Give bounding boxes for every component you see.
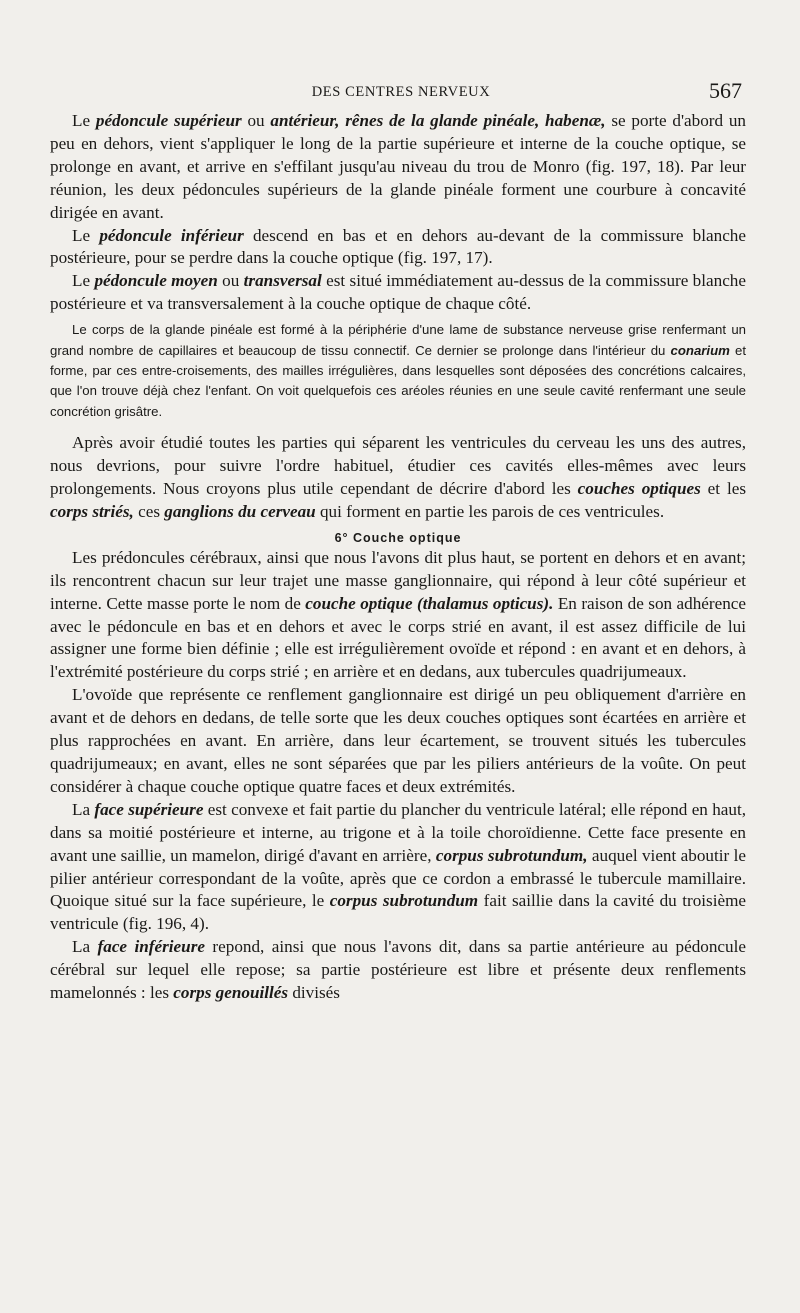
section-heading [50,531,746,545]
text-run: descend en bas et en dehors au-devant de la commissure blanche postérieure, pour se perdre dans la couche optique (fig. 197, 17). [50,225,746,268]
text-run: divisés [288,983,340,1003]
text-run: Le corps de la glande pinéale est formé à la périphérie d'une lame de substance nerveuse grise renfermant un grand nombre de capillaires et beaucoup de tissu connectif. Ce dernier se prolonge dans l'intérieur du [50,322,746,358]
body-paragraph [50,936,746,1005]
body-paragraph [50,432,746,524]
text-run: Le [72,111,96,130]
note-paragraph [50,320,746,422]
page-number: 567 [709,78,742,103]
body-paragraph [50,799,746,936]
body-paragraph [50,225,746,271]
text-run: En raison de son adhérence avec le pédoncule en bas et en dehors et avec le corps strié en avant, il est assez difficile de lui assigner une forme bien définie ; elle est irrégulièrement ovoïde et répond : en avant et en dehors, à l'extrémité postérieure du corps strié ; en arrière et en dedans, aux tubercules quadrijumeaux. [50,593,746,682]
italic-term: ganglions du cerveau [164,501,316,521]
italic-term: corpus subrotundum, [435,845,588,865]
text-run: fait saillie dans la cavité du troisième ventricule (fig. 196, 4). [50,891,747,934]
text-run: Le [72,225,100,245]
text-run: Après avoir étudié toutes les parties qui séparent les ventricules du cerveau les uns des autres, nous devrions, pour suivre l'ordre habituel, étudier ces cavités elles-mêmes avec leurs prolongements. Nous croyons plus utile cependant de décrire d'abord les [50,433,746,498]
text-run: ces [133,501,165,521]
italic-term: face inférieure [97,937,205,957]
italic-term: corps genouillés [173,983,289,1003]
italic-term: couche optique (thalamus opticus). [305,593,554,613]
text-run: est convexe et fait partie du plancher du ventricule latéral; elle répond en haut, dans sa moitié postérieure et interne, au trigone et à la toile choroïdienne. Cette face presente en avant une saillie, un mamelon, dirigé d'avant en arrière, [50,799,746,865]
body-paragraph [50,684,746,799]
italic-term: corps striés, [50,501,134,521]
italic-term: couches optiques [577,479,701,498]
text-run: est situé immédiatement au-dessus de la commissure blanche postérieure et va transversalement à la couche optique de chaque côté. [50,271,746,314]
text-run: qui forment en partie les parois de ces ventricules. [315,501,665,521]
page-body [50,110,746,1005]
text-run: ou [241,111,271,130]
italic-term: pédoncule supérieur [95,111,242,130]
text-run: 6° Couche optique [334,530,462,545]
text-run: La [72,799,95,819]
text-run: La [72,937,98,957]
italic-term: antérieur, rênes de la glande pinéale, habenæ, [270,111,606,130]
italic-term: conarium [670,342,730,358]
italic-term: face supérieure [94,799,204,819]
body-paragraph [50,110,746,225]
text-run: se porte d'abord un peu en dehors, vient s'appliquer le long de la partie supérieure et interne de la couche optique, se prolonge en avant, et arrive en s'effilant jusqu'au niveau du trou de Monro (fig. 197, 18). Par leur réunion, les deux pédoncules supérieurs de la glande pinéale forment une courbure à concavité dirigée en avant. [50,111,746,222]
text-run: et les [700,479,746,498]
text-run: L'ovoïde que représente ce renflement ganglionnaire est dirigé un peu obliquement d'arrière en avant et de dehors en dedans, de telle sorte que les deux couches optiques sont écartées en arrière et plus rapprochées en avant. En arrière, dans leur écartement, se trouvent situés les tubercules quadrijumeaux; en avant, elles ne sont séparées que par les piliers antérieurs de la voûte. On peut considérer à chaque couche optique quatre faces et deux extrémités. [50,685,746,796]
text-run: Le [72,271,95,291]
text-run: repond, ainsi que nous l'avons dit, dans sa partie antérieure au pédoncule cérébral sur lequel elle repose; sa partie postérieure est libre et présente deux renflements mamelonnés : les [50,937,746,1003]
text-run: Les prédoncules cérébraux, ainsi que nous l'avons dit plus haut, se portent en dehors et en avant; ils rencontrent chacun sur leur trajet une masse ganglionnaire, qui répond à leur côté supérieur et interne. Cette masse porte le nom de [50,547,746,613]
text-run: ou [217,271,244,291]
running-header [60,80,742,106]
italic-term: corpus subrotundum [329,891,479,911]
body-paragraph [50,270,746,316]
italic-term: transversal [243,271,322,291]
body-paragraph [50,547,746,684]
text-run: et forme, par ces entre-croisements, des mailles irrégulières, dans lesquelles sont déposées des concrétions calcaires, que l'on trouve déjà chez l'enfant. On voit quelquefois ces aréoles réunies en une seule cavité renfermant une seule concrétion grisâtre. [50,342,746,419]
italic-term: pédoncule moyen [94,271,218,291]
italic-term: pédoncule inférieur [99,225,244,245]
running-title: DES CENTRES NERVEUX [311,84,491,100]
text-run: auquel vient aboutir le pilier antérieur correspondant de la voûte, après que ce cordon a embrassé le tubercule mamillaire. Quoique situé sur la face supérieure, le [50,845,746,911]
